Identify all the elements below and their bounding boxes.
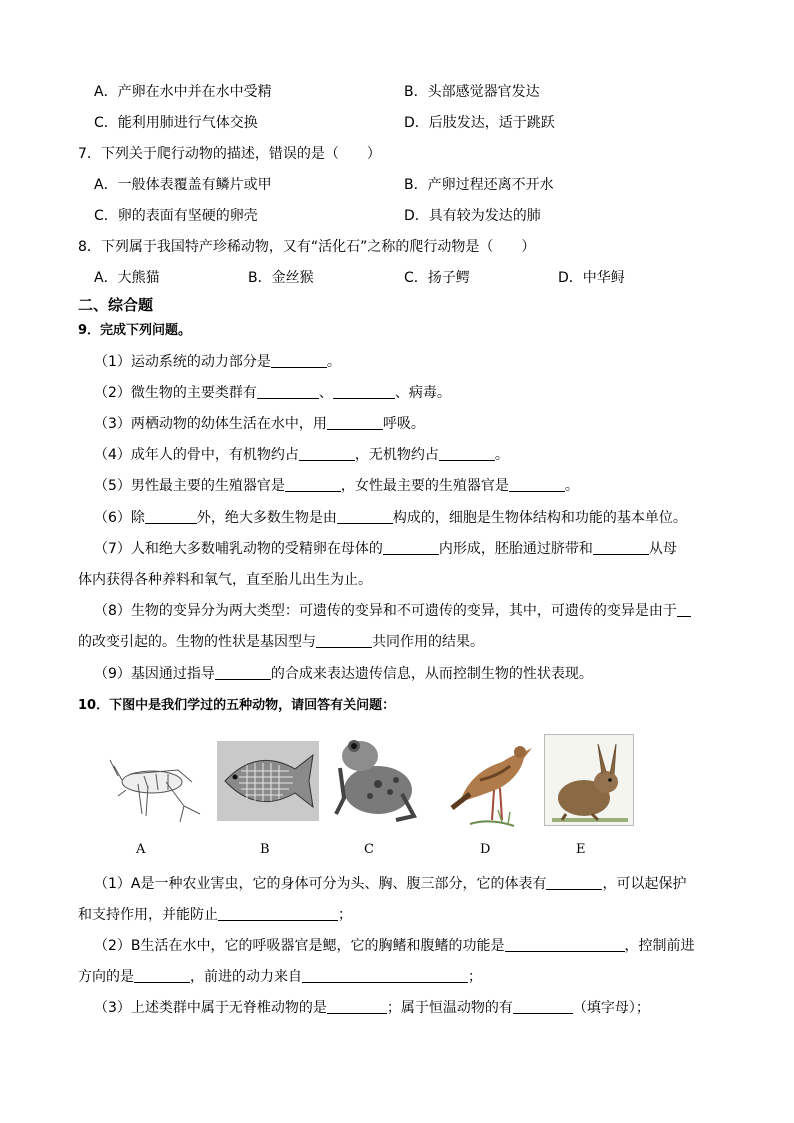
q6-option-a: A．产卵在水中并在水中受精 bbox=[94, 84, 272, 100]
q9-part-9: （9）基因通过指导 的合成来表达遗传信息，从而控制生物的性状表现。 bbox=[94, 666, 593, 682]
figure-label-d: D bbox=[480, 842, 491, 857]
q10-part-1: （1）A是一种农业害虫，它的身体可分为头、胸、腹三部分，它的体表有 ，可以起保护 bbox=[94, 876, 687, 892]
grasshopper-image bbox=[108, 736, 206, 828]
q7-stem: 7．下列关于爬行动物的描述，错误的是（ ） bbox=[78, 146, 381, 162]
answer-blank[interactable] bbox=[513, 999, 573, 1014]
q10-stem: 10．下图中是我们学过的五种动物，请回答有关问题： bbox=[78, 698, 396, 713]
q9-stem: 9．完成下列问题。 bbox=[78, 323, 192, 338]
section-title: 二、综合题 bbox=[78, 296, 154, 314]
q7-option-d: D．具有较为发达的肺 bbox=[404, 208, 541, 224]
answer-blank[interactable] bbox=[546, 875, 602, 890]
answer-blank[interactable] bbox=[509, 477, 565, 492]
q10-part-2: （2）B生活在水中，它的呼吸器官是鳃，它的胸鳍和腹鳍的功能是 ，控制前进 bbox=[94, 938, 695, 954]
q8-stem: 8．下列属于我国特产珍稀动物，又有“活化石”之称的爬行动物是（ ） bbox=[78, 239, 536, 255]
animal-figure bbox=[108, 728, 648, 860]
q10-part-3: （3）上述类群中属于无脊椎动物的是 ；属于恒温动物的有 （填字母）； bbox=[94, 1000, 650, 1016]
q6-option-d: D．后肢发达，适于跳跃 bbox=[404, 115, 555, 131]
answer-blank[interactable] bbox=[327, 415, 383, 430]
answer-blank[interactable] bbox=[257, 384, 319, 399]
q9-part-8-cont: 的改变引起的。生物的性状是基因型与 共同作用的结果。 bbox=[78, 634, 484, 650]
answer-blank[interactable] bbox=[299, 446, 355, 461]
answer-blank[interactable] bbox=[439, 446, 495, 461]
q9-part-4: （4）成年人的骨中，有机物约占 ，无机物约占 。 bbox=[94, 447, 509, 463]
answer-blank[interactable] bbox=[593, 540, 649, 555]
answer-blank[interactable] bbox=[333, 384, 395, 399]
q9-part-3: （3）两栖动物的幼体生活在水中，用 呼吸。 bbox=[94, 416, 425, 432]
q7-option-a: A．一般体表覆盖有鳞片或甲 bbox=[94, 177, 272, 193]
q10-part-2-cont: 方向的是 ，前进的动力来自 ； bbox=[78, 969, 482, 985]
answer-blank[interactable] bbox=[327, 999, 387, 1014]
q8-option-c: C．扬子鳄 bbox=[404, 270, 470, 286]
answer-blank[interactable] bbox=[383, 540, 439, 555]
answer-blank[interactable] bbox=[316, 633, 372, 648]
q7-option-b: B．产卵过程还离不开水 bbox=[404, 177, 554, 193]
answer-blank[interactable] bbox=[677, 602, 691, 617]
q10-part-1-cont: 和支持作用，并能防止 ； bbox=[78, 907, 352, 923]
answer-blank[interactable] bbox=[271, 353, 327, 368]
q9-part-7-cont: 体内获得各种养料和氧气，直至胎儿出生为止。 bbox=[78, 572, 372, 588]
q9-part-8: （8）生物的变异分为两大类型：可遗传的变异和不可遗传的变异，其中，可遗传的变异是由于 bbox=[94, 601, 691, 621]
answer-blank[interactable] bbox=[215, 665, 271, 680]
q9-part-2: （2）微生物的主要类群有 、 、病毒。 bbox=[94, 385, 451, 401]
figure-label-c: C bbox=[364, 842, 374, 857]
q6-option-c: C．能利用肺进行气体交换 bbox=[94, 115, 258, 131]
answer-blank[interactable] bbox=[285, 477, 341, 492]
answer-blank[interactable] bbox=[134, 968, 190, 983]
q8-option-a: A．大熊猫 bbox=[94, 270, 160, 286]
answer-blank[interactable] bbox=[505, 937, 625, 952]
figure-label-e: E bbox=[576, 842, 586, 857]
answer-blank[interactable] bbox=[145, 509, 197, 524]
bird-image bbox=[440, 732, 534, 832]
q8-option-b: B．金丝猴 bbox=[248, 270, 314, 286]
q8-option-d: D．中华鲟 bbox=[558, 270, 625, 286]
figure-label-b: B bbox=[260, 842, 270, 857]
fish-image bbox=[217, 741, 319, 821]
answer-blank[interactable] bbox=[337, 509, 393, 524]
q9-part-5: （5）男性最主要的生殖器官是 ，女性最主要的生殖器官是 。 bbox=[94, 478, 579, 494]
q6-option-b: B．头部感觉器官发达 bbox=[404, 84, 540, 100]
q9-part-7: （7）人和绝大多数哺乳动物的受精卵在母体的 内形成，胚胎通过脐带和 从母 bbox=[94, 541, 677, 557]
figure-label-a: A bbox=[136, 842, 146, 857]
rabbit-image bbox=[544, 734, 634, 826]
answer-blank[interactable] bbox=[302, 968, 468, 983]
answer-blank[interactable] bbox=[218, 906, 338, 921]
q7-option-c: C．卵的表面有坚硬的卵壳 bbox=[94, 208, 258, 224]
q9-part-6: （6）除 外，绝大多数生物是由 构成的，细胞是生物体结构和功能的基本单位。 bbox=[94, 510, 687, 526]
frog-image bbox=[330, 734, 420, 824]
q9-part-1: （1）运动系统的动力部分是 。 bbox=[94, 354, 341, 370]
